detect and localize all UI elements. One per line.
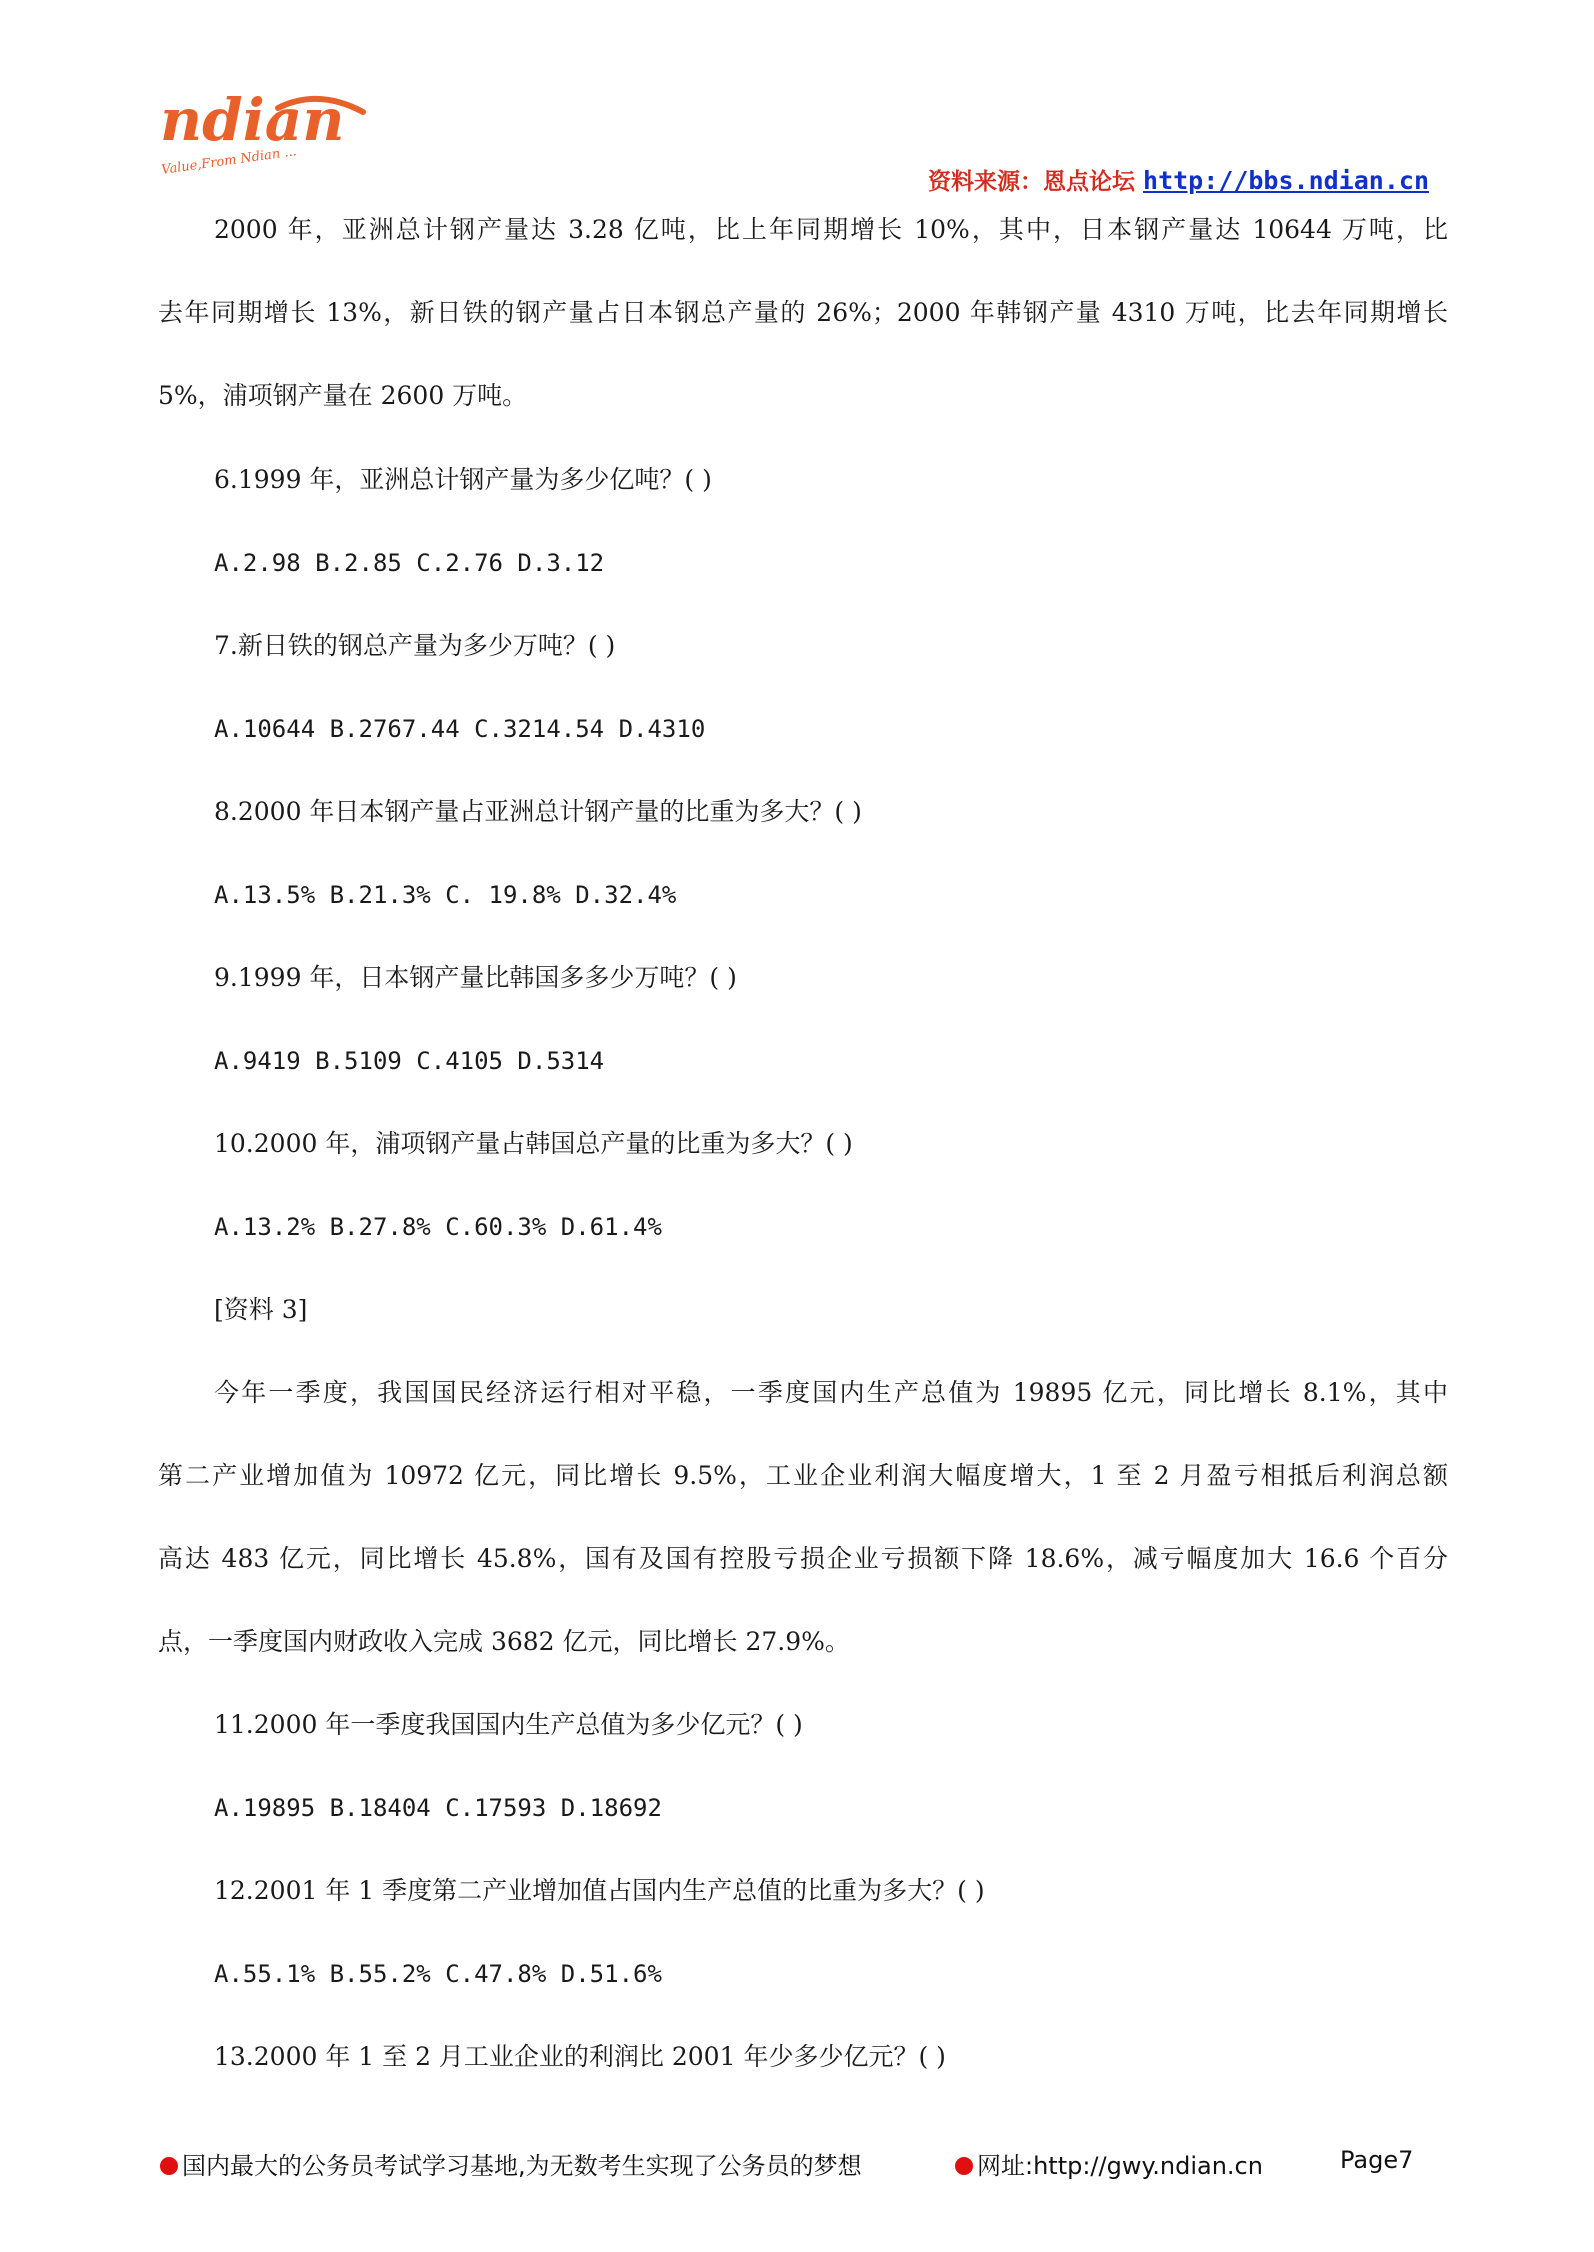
paragraph-line: 今年一季度，我国国民经济运行相对平稳，一季度国内生产总值为 19895 亿元，同比增长 8.1%，其中 [214, 1378, 1448, 1407]
source-label: 资料来源：恩点论坛 [928, 168, 1135, 195]
paragraph-line: 第二产业增加值为 10972 亿元，同比增长 9.5%，工业企业利润大幅度增大，1 至 2 月盈亏相抵后利润总额 [158, 1461, 1448, 1490]
footer-site-block [955, 2146, 1263, 2181]
bullet-icon [160, 2157, 178, 2175]
question-13: 13.2000 年 1 至 2 月工业企业的利润比 2001 年少多少亿元？( ) [214, 2042, 946, 2071]
source-link[interactable]: http://bbs.ndian.cn [1143, 166, 1429, 195]
options-9: A.9419 B.5109 C.4105 D.5314 [214, 1047, 605, 1075]
question-12: 12.2001 年 1 季度第二产业增加值占国内生产总值的比重为多大？( ) [214, 1876, 985, 1905]
options-11: A.19895 B.18404 C.17593 D.18692 [214, 1794, 662, 1822]
question-6: 6.1999 年，亚洲总计钢产量为多少亿吨？( ) [214, 465, 712, 494]
ndian-logo [158, 78, 368, 188]
question-9: 9.1999 年，日本钢产量比韩国多多少万吨？( ) [214, 963, 737, 992]
paragraph-line: 5%，浦项钢产量在 2600 万吨。 [158, 381, 528, 410]
footer-site-link[interactable]: 网址:http://gwy.ndian.cn [977, 2152, 1263, 2180]
paragraph-line: 2000 年，亚洲总计钢产量达 3.28 亿吨，比上年同期增长 10%，其中，日本钢产量达 10644 万吨，比 [214, 215, 1448, 244]
options-7: A.10644 B.2767.44 C.3214.54 D.4310 [214, 715, 706, 743]
question-7: 7.新日铁的钢总产量为多少万吨？( ) [214, 631, 616, 660]
question-11: 11.2000 年一季度我国国内生产总值为多少亿元？( ) [214, 1710, 803, 1739]
source-credit [928, 163, 1429, 196]
options-12: A.55.1% B.55.2% C.47.8% D.51.6% [214, 1960, 662, 1988]
logo-graphic [158, 78, 368, 188]
options-8: A.13.5% B.21.3% C. 19.8% D.32.4% [214, 881, 677, 909]
options-6: A.2.98 B.2.85 C.2.76 D.3.12 [214, 549, 605, 577]
question-8: 8.2000 年日本钢产量占亚洲总计钢产量的比重为多大？( ) [214, 797, 862, 826]
options-10: A.13.2% B.27.8% C.60.3% D.61.4% [214, 1213, 662, 1241]
logo-tagline: Value,From Ndian ... [160, 144, 298, 178]
bullet-icon [955, 2157, 973, 2175]
page-number: Page7 [1340, 2146, 1414, 2174]
paragraph-line: 去年同期增长 13%，新日铁的钢产量占日本钢总产量的 26%；2000 年韩钢产量 4310 万吨，比去年同期增长 [158, 298, 1448, 327]
paragraph-line: 点，一季度国内财政收入完成 3682 亿元，同比增长 27.9%。 [158, 1627, 850, 1656]
question-10: 10.2000 年，浦项钢产量占韩国总产量的比重为多大？( ) [214, 1129, 853, 1158]
paragraph-line: 高达 483 亿元，同比增长 45.8%，国有及国有控股亏损企业亏损额下降 18.6%，减亏幅度加大 16.6 个百分 [158, 1544, 1448, 1573]
footer-slogan-block [160, 2146, 862, 2181]
page-footer [160, 2146, 1420, 2182]
logo-text: ndian [160, 86, 345, 154]
footer-slogan: 国内最大的公务员考试学习基地,为无数考生实现了公务员的梦想 [182, 2152, 862, 2180]
section-heading: [资料 3] [214, 1295, 308, 1324]
